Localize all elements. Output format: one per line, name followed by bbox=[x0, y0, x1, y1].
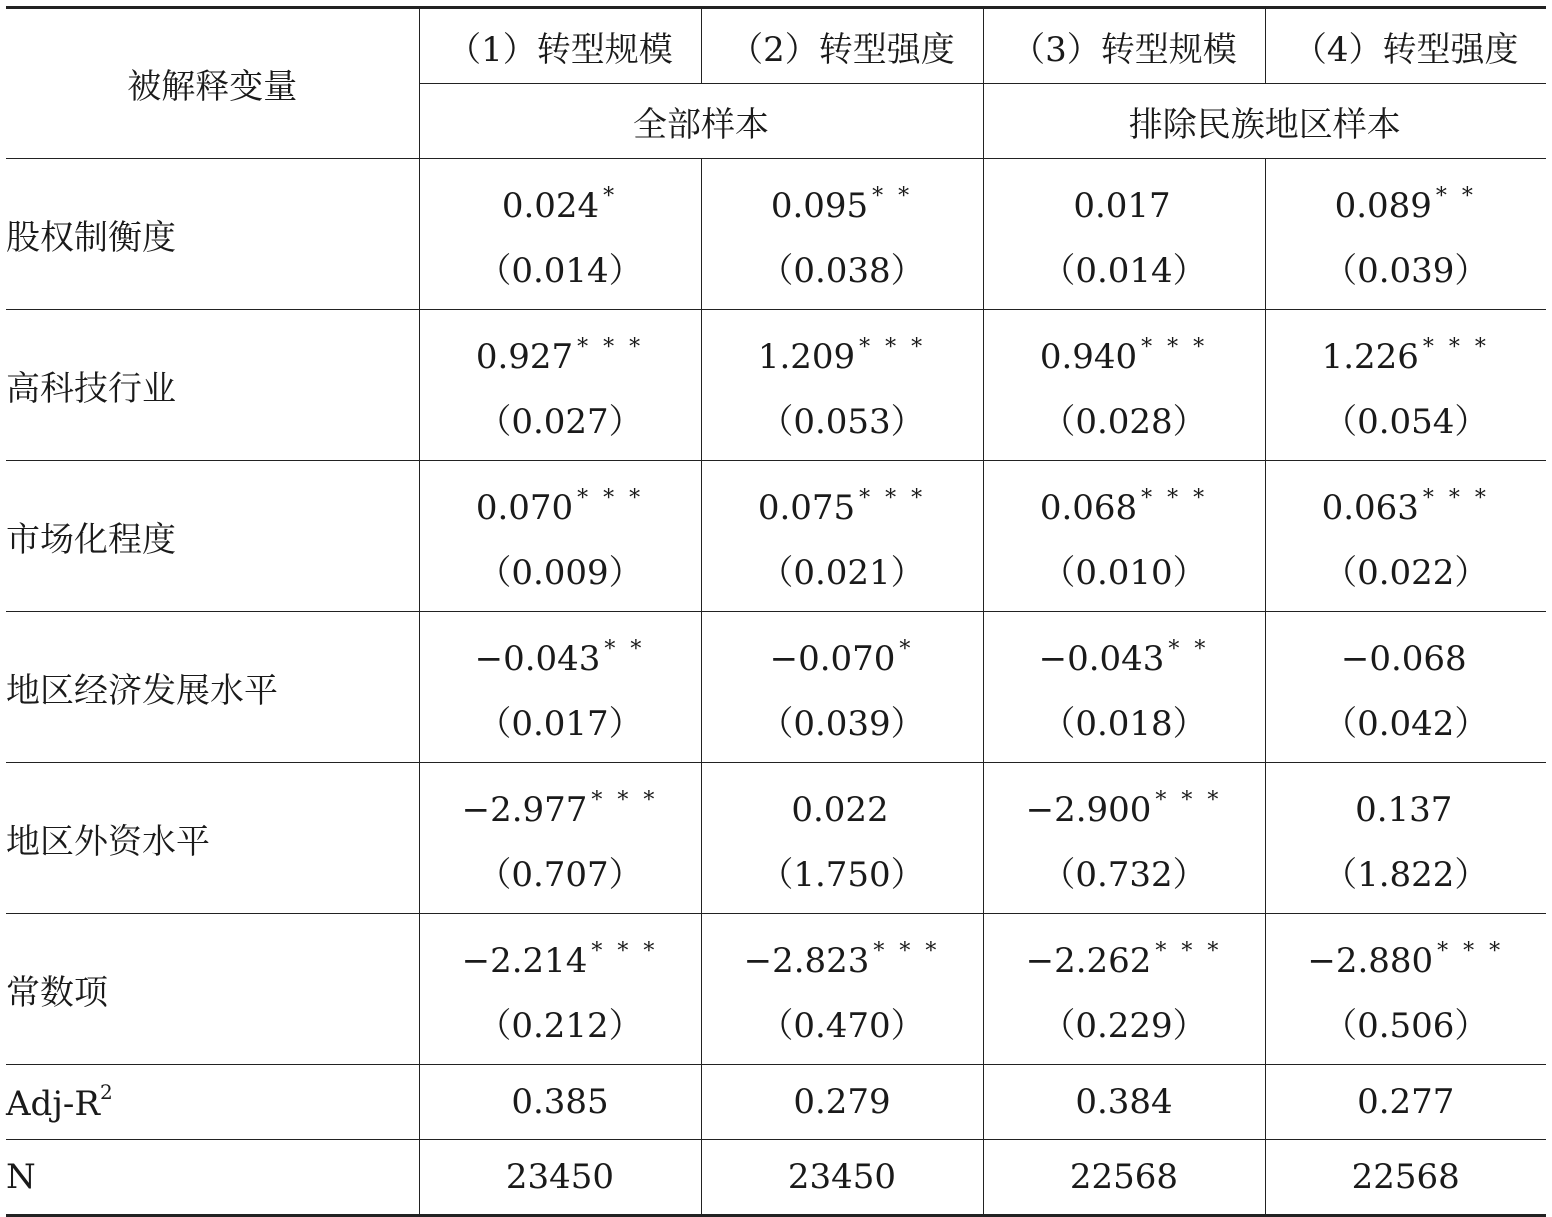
standard-error: （0.017） bbox=[477, 704, 643, 744]
coefficient: 0.075 * * * bbox=[757, 486, 927, 528]
standard-error: （0.014） bbox=[477, 251, 643, 291]
dependent-variable-label: 被解释变量 bbox=[6, 8, 419, 159]
column-header-2: （2）转型强度 bbox=[701, 8, 983, 84]
table-row bbox=[6, 461, 1546, 612]
table-row bbox=[6, 914, 1546, 1065]
row-label: 股权制衡度 bbox=[6, 159, 419, 310]
cell bbox=[983, 763, 1265, 914]
standard-error: （0.039） bbox=[1323, 251, 1489, 291]
standard-error: （0.009） bbox=[477, 553, 643, 593]
standard-error: （0.229） bbox=[1041, 1006, 1207, 1046]
row-label-n: N bbox=[6, 1140, 419, 1216]
standard-error: （0.021） bbox=[759, 553, 925, 593]
adj-r2-value: 0.384 bbox=[983, 1065, 1265, 1140]
standard-error: （0.018） bbox=[1041, 704, 1207, 744]
coefficient: 1.226 * * * bbox=[1321, 335, 1490, 377]
coefficient: −2.900 * * * bbox=[1025, 788, 1223, 830]
coefficient: −0.043 * * bbox=[474, 637, 646, 679]
significance-stars: * * * bbox=[591, 788, 659, 813]
significance-stars: * * * bbox=[591, 939, 659, 964]
standard-error: （0.010） bbox=[1041, 553, 1207, 593]
coefficient: −2.214 * * * bbox=[461, 939, 659, 981]
cell bbox=[1265, 310, 1546, 461]
significance-stars: * * * bbox=[1155, 788, 1223, 813]
table-row bbox=[6, 763, 1546, 914]
cell bbox=[419, 612, 701, 763]
significance-stars: * * bbox=[872, 184, 914, 209]
cell bbox=[983, 914, 1265, 1065]
header-row-columns bbox=[6, 8, 1546, 84]
cell bbox=[419, 914, 701, 1065]
coefficient: 1.209 * * * bbox=[757, 335, 927, 377]
significance-stars: * * * bbox=[1141, 335, 1209, 360]
cell bbox=[701, 310, 983, 461]
coefficient: 0.137 bbox=[1355, 790, 1453, 830]
standard-error: （1.822） bbox=[1323, 855, 1489, 895]
standard-error: （0.042） bbox=[1323, 704, 1489, 744]
cell bbox=[983, 612, 1265, 763]
row-label: 地区经济发展水平 bbox=[6, 612, 419, 763]
n-value: 23450 bbox=[701, 1140, 983, 1216]
significance-stars: * * bbox=[604, 637, 646, 662]
standard-error: （0.732） bbox=[1041, 855, 1207, 895]
table-row bbox=[6, 612, 1546, 763]
standard-error: （0.022） bbox=[1323, 553, 1489, 593]
cell bbox=[701, 461, 983, 612]
standard-error: （0.707） bbox=[477, 855, 643, 895]
standard-error: （0.054） bbox=[1323, 402, 1489, 442]
coefficient: −2.880 * * * bbox=[1307, 939, 1505, 981]
coefficient: −0.068 bbox=[1340, 639, 1467, 679]
cell bbox=[419, 159, 701, 310]
significance-stars: * * * bbox=[1437, 939, 1505, 964]
cell bbox=[701, 159, 983, 310]
coefficient: 0.022 bbox=[791, 790, 889, 830]
significance-stars: * * * bbox=[1141, 486, 1209, 511]
cell bbox=[983, 310, 1265, 461]
regression-table bbox=[6, 6, 1546, 1217]
table-row bbox=[6, 310, 1546, 461]
column-header-3: （3）转型规模 bbox=[983, 8, 1265, 84]
coefficient: −0.070 * bbox=[769, 637, 915, 679]
coefficient: −2.977 * * * bbox=[461, 788, 659, 830]
cell bbox=[419, 763, 701, 914]
standard-error: （1.750） bbox=[759, 855, 925, 895]
cell bbox=[1265, 914, 1546, 1065]
row-label: 市场化程度 bbox=[6, 461, 419, 612]
cell bbox=[701, 763, 983, 914]
standard-error: （0.014） bbox=[1041, 251, 1207, 291]
standard-error: （0.027） bbox=[477, 402, 643, 442]
row-label: 高科技行业 bbox=[6, 310, 419, 461]
table-row bbox=[6, 159, 1546, 310]
cell bbox=[1265, 159, 1546, 310]
standard-error: （0.039） bbox=[759, 704, 925, 744]
adj-r2-value: 0.279 bbox=[701, 1065, 983, 1140]
cell bbox=[1265, 612, 1546, 763]
standard-error: （0.470） bbox=[759, 1006, 925, 1046]
significance-stars: * * bbox=[1168, 637, 1210, 662]
significance-stars: * * * bbox=[1155, 939, 1223, 964]
significance-stars: * * * bbox=[1422, 335, 1490, 360]
row-label-adj-r2: Adj-$R^2$ bbox=[6, 1065, 419, 1140]
coefficient: −0.043 * * bbox=[1038, 637, 1210, 679]
significance-stars: * bbox=[899, 637, 915, 662]
cell bbox=[701, 612, 983, 763]
coefficient: −2.823 * * * bbox=[743, 939, 941, 981]
coefficient: 0.063 * * * bbox=[1321, 486, 1490, 528]
column-header-1: （1）转型规模 bbox=[419, 8, 701, 84]
adj-r2-value: 0.277 bbox=[1265, 1065, 1546, 1140]
coefficient: 0.095 * * bbox=[770, 184, 914, 226]
coefficient: 0.927 * * * bbox=[475, 335, 645, 377]
significance-stars: * * bbox=[1435, 184, 1477, 209]
cell bbox=[983, 461, 1265, 612]
table-row-adj-r2 bbox=[6, 1065, 1546, 1140]
standard-error: （0.506） bbox=[1323, 1006, 1489, 1046]
cell bbox=[1265, 461, 1546, 612]
significance-stars: * * * bbox=[577, 486, 645, 511]
n-value: 22568 bbox=[1265, 1140, 1546, 1216]
cell bbox=[983, 159, 1265, 310]
column-header-4: （4）转型强度 bbox=[1265, 8, 1546, 84]
significance-stars: * * * bbox=[859, 335, 927, 360]
coefficient: 0.024 * bbox=[501, 184, 619, 226]
coefficient: 0.070 * * * bbox=[475, 486, 645, 528]
significance-stars: * * * bbox=[873, 939, 941, 964]
adj-r2-value: 0.385 bbox=[419, 1065, 701, 1140]
standard-error: （0.028） bbox=[1041, 402, 1207, 442]
row-label: 地区外资水平 bbox=[6, 763, 419, 914]
significance-stars: * * * bbox=[1422, 486, 1490, 511]
coefficient: 0.089 * * bbox=[1334, 184, 1477, 226]
coefficient: 0.017 bbox=[1073, 186, 1171, 226]
cell bbox=[1265, 763, 1546, 914]
significance-stars: * * * bbox=[577, 335, 645, 360]
standard-error: （0.053） bbox=[759, 402, 925, 442]
row-label: 常数项 bbox=[6, 914, 419, 1065]
standard-error: （0.212） bbox=[477, 1006, 643, 1046]
group-header-excluding-ethnic: 排除民族地区样本 bbox=[983, 84, 1546, 159]
cell bbox=[701, 914, 983, 1065]
n-value: 22568 bbox=[983, 1140, 1265, 1216]
table-row-n bbox=[6, 1140, 1546, 1216]
standard-error: （0.038） bbox=[759, 251, 925, 291]
cell bbox=[419, 310, 701, 461]
coefficient: 0.940 * * * bbox=[1039, 335, 1209, 377]
group-header-full-sample: 全部样本 bbox=[419, 84, 983, 159]
coefficient: 0.068 * * * bbox=[1039, 486, 1209, 528]
n-value: 23450 bbox=[419, 1140, 701, 1216]
cell bbox=[419, 461, 701, 612]
coefficient: −2.262 * * * bbox=[1025, 939, 1223, 981]
significance-stars: * bbox=[603, 184, 619, 209]
significance-stars: * * * bbox=[859, 486, 927, 511]
